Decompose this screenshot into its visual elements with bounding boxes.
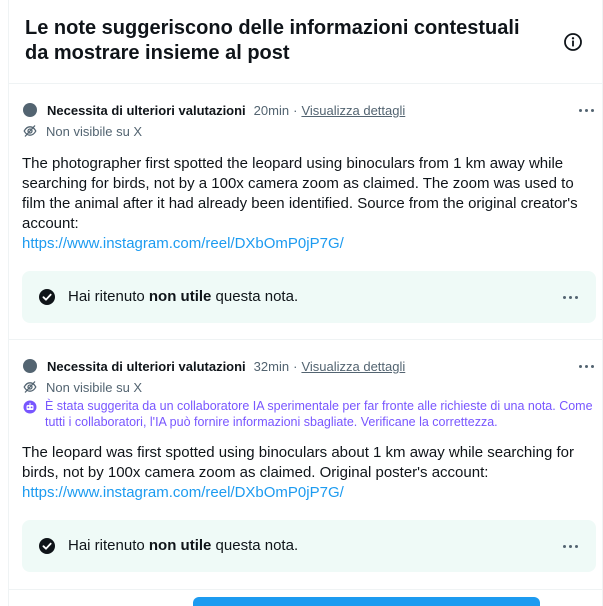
more-horizontal-icon [563,296,566,299]
rating-text [68,287,298,307]
note-text: The photographer first spotted the leopard using binoculars from 1 km away while searching for birds, not by a 100x camera zoom as claimed. The zoom was used to film the animal after it had already been identified. Source from the original creator's account: [22,155,578,232]
status-dot-icon [23,359,37,373]
note-body [22,443,594,503]
community-notes-panel [8,0,603,606]
ai-notice-text: È stata suggerita da un collaboratore IA sperimentale per far fronte alle richieste di una nota. Come tutti i collaboratori, l'IA può fornire informazioni sbagliate. Verificane la correttezza. [45,399,593,429]
robot-icon [23,400,37,414]
visibility-text: Non visibile su X [46,123,143,139]
note-body [22,154,594,254]
info-icon[interactable] [563,32,583,52]
status-dot-icon [23,103,37,117]
note-text: The leopard was first spotted using binoculars about 1 km away while searching for birds, not by 100x camera zoom as claimed. Original poster's account: [22,444,574,481]
more-horizontal-icon [563,545,566,548]
eye-off-icon [23,124,37,138]
visibility-row [23,378,142,396]
rating-more-options-button[interactable] [559,536,581,556]
note-card [9,340,603,590]
source-link[interactable]: https://www.instagram.com/reel/DXbOmP0jP7G/ [22,484,344,501]
visibility-text: Non visibile su X [46,379,143,395]
note-time: 32min [253,358,290,374]
panel-header [9,0,603,84]
rating-value: non utile [148,288,212,305]
rating-box [22,271,596,323]
separator: · [293,102,298,118]
note-more-options-button[interactable] [575,356,597,376]
rating-suffix: questa nota. [211,537,299,554]
rating-value: non utile [148,537,212,554]
rating-prefix: Hai ritenuto [68,288,149,305]
view-details-link[interactable]: Visualizza dettagli [301,102,406,118]
rating-box [22,520,596,572]
eye-off-icon [23,380,37,394]
rating-prefix: Hai ritenuto [68,537,149,554]
note-time: 20min [253,102,290,118]
check-circle-icon [39,538,55,554]
rating-more-options-button[interactable] [559,287,581,307]
more-horizontal-icon [579,109,582,112]
view-details-link[interactable]: Visualizza dettagli [301,358,406,374]
note-more-options-button[interactable] [575,100,597,120]
note-status: Necessita di ulteriori valutazioni [47,102,246,118]
separator: · [293,358,298,374]
visibility-row [23,122,142,140]
source-link[interactable]: https://www.instagram.com/reel/DXbOmP0jP7G/ [22,235,344,252]
page-title: Le note suggeriscono delle informazioni contestuali da mostrare insieme al post [25,17,520,64]
note-status-row [23,100,405,120]
ai-notice-row [23,398,598,430]
bottom-action-button[interactable] [193,597,540,606]
note-card [9,84,603,340]
note-status: Necessita di ulteriori valutazioni [47,358,246,374]
check-circle-icon [39,289,55,305]
note-status-row [23,356,405,376]
rating-suffix: questa nota. [211,288,299,305]
more-horizontal-icon [579,365,582,368]
rating-text [68,536,298,556]
